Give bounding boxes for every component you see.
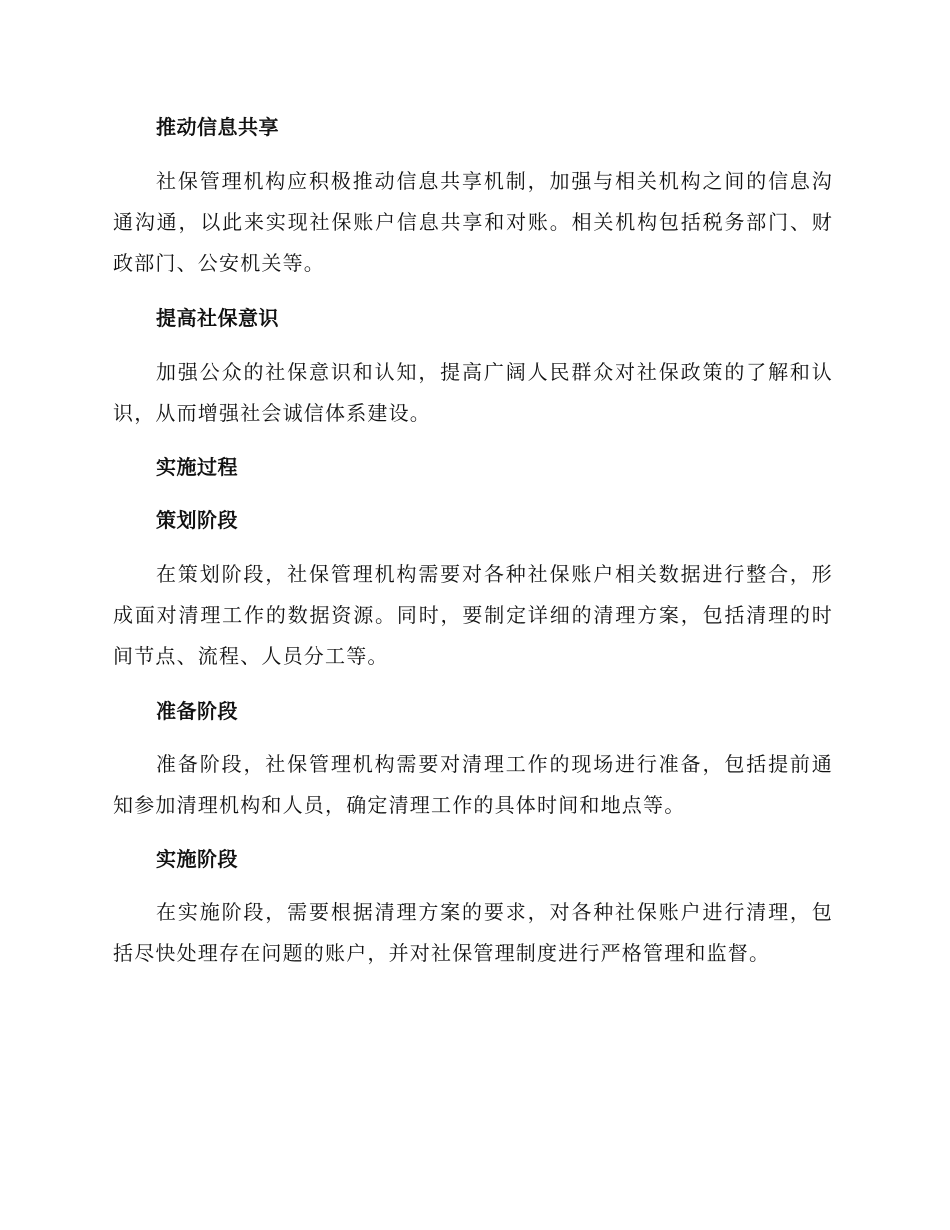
section-paragraph: 准备阶段，社保管理机构需要对清理工作的现场进行准备，包括提前通知参加清理机构和人员，确定清理工作的具体时间和地点等。 [113, 752, 833, 817]
section-heading: 策划阶段 [156, 508, 238, 532]
section-heading: 实施过程 [156, 455, 238, 479]
document-page [113, 108, 833, 974]
section-heading: 提高社保意识 [156, 306, 279, 330]
section-heading: 准备阶段 [156, 699, 238, 723]
section-paragraph: 加强公众的社保意识和认知，提高广阔人民群众对社保政策的了解和认识，从而增强社会诚信体系建设。 [113, 360, 833, 425]
section-heading: 推动信息共享 [156, 115, 279, 139]
section-paragraph: 在策划阶段，社保管理机构需要对各种社保账户相关数据进行整合，形成面对清理工作的数据资源。同时，要制定详细的清理方案，包括清理的时间节点、流程、人员分工等。 [113, 562, 833, 668]
section-paragraph: 社保管理机构应积极推动信息共享机制，加强与相关机构之间的信息沟通沟通，以此来实现社保账户信息共享和对账。相关机构包括税务部门、财政部门、公安机关等。 [113, 169, 833, 275]
section-heading: 实施阶段 [156, 847, 238, 871]
section-paragraph: 在实施阶段，需要根据清理方案的要求，对各种社保账户进行清理，包括尽快处理存在问题的账户，并对社保管理制度进行严格管理和监督。 [113, 900, 833, 965]
